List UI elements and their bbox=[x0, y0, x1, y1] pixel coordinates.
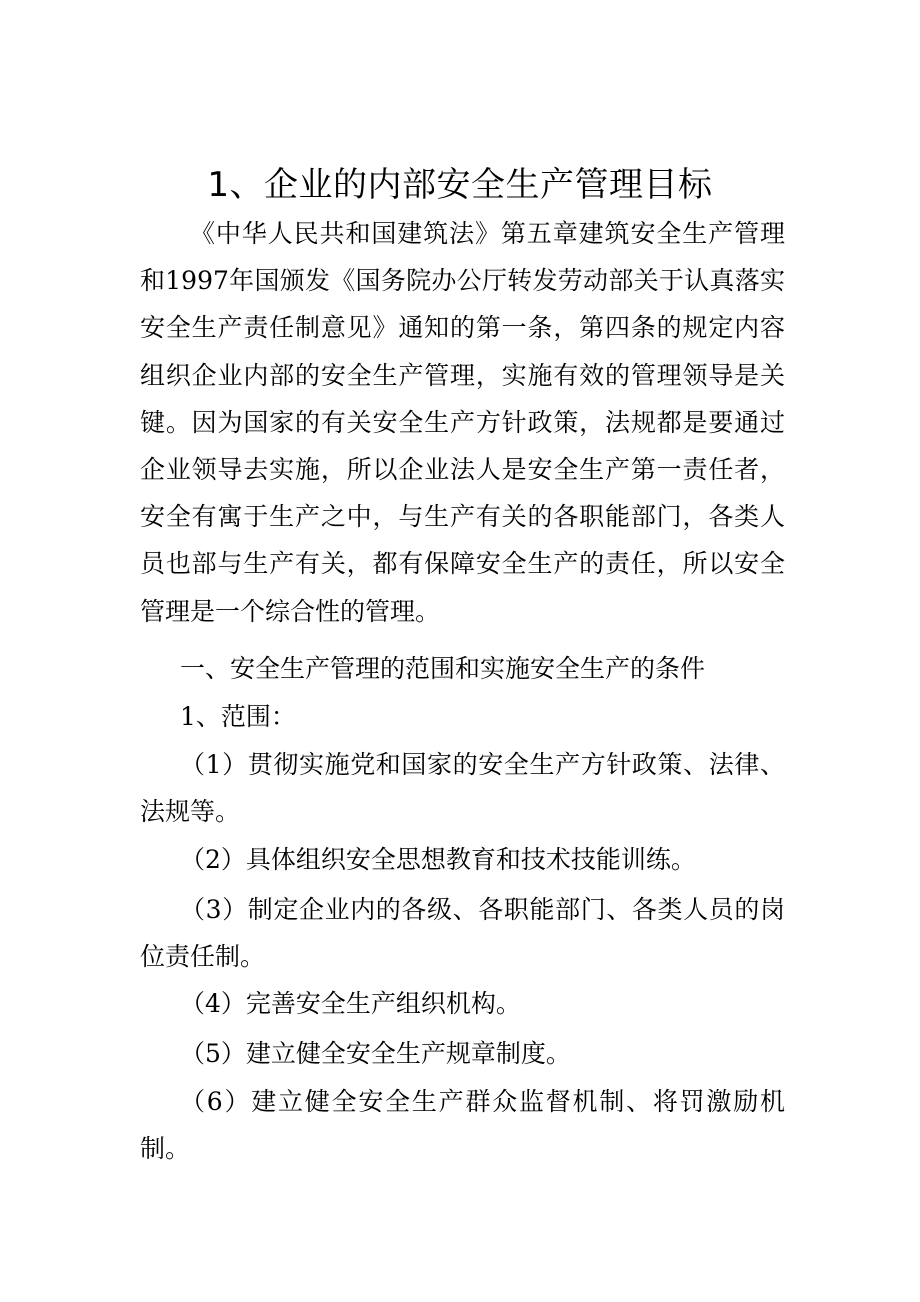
section-heading: 一、安全生产管理的范围和实施安全生产的条件 bbox=[180, 654, 706, 683]
subheading-range: 1、范围： bbox=[180, 702, 296, 731]
list-item: （2）具体组织安全思想教育和技术技能训练。 bbox=[180, 845, 696, 874]
list-item: （3）制定企业内的各级、各职能部门、各类人员的岗位责任制。 bbox=[140, 895, 785, 972]
list-item: （6）建立健全安全生产群众监督机制、将罚激励机制。 bbox=[140, 1087, 785, 1164]
list-item: （4）完善安全生产组织机构。 bbox=[180, 989, 521, 1018]
list-item: （1）贯彻实施党和国家的安全生产方针政策、法律、法规等。 bbox=[140, 750, 785, 827]
document-title: 1、企业的内部安全生产管理目标 bbox=[207, 165, 713, 205]
intro-paragraph: 《中华人民共和国建筑法》第五章建筑安全生产管理和1997年国颁发《国务院办公厅转发劳动部关于认真落实安全生产责任制意见》通知的第一条，第四条的规定内容组织企业内部的安全生产管理，实施有效的管理领导是关键。因为国家的有关安全生产方针政策，法规都是要通过企业领导去实施，所以企业法人是安全生产第一责任者，安全有寓于生产之中，与生产有关的各职能部门，各类人员也部与生产有关，都有保障安全生产的责任，所以安全管理是一个综合性的管理。 bbox=[140, 219, 785, 626]
list-item: （5）建立健全安全生产规章制度。 bbox=[180, 1039, 571, 1068]
